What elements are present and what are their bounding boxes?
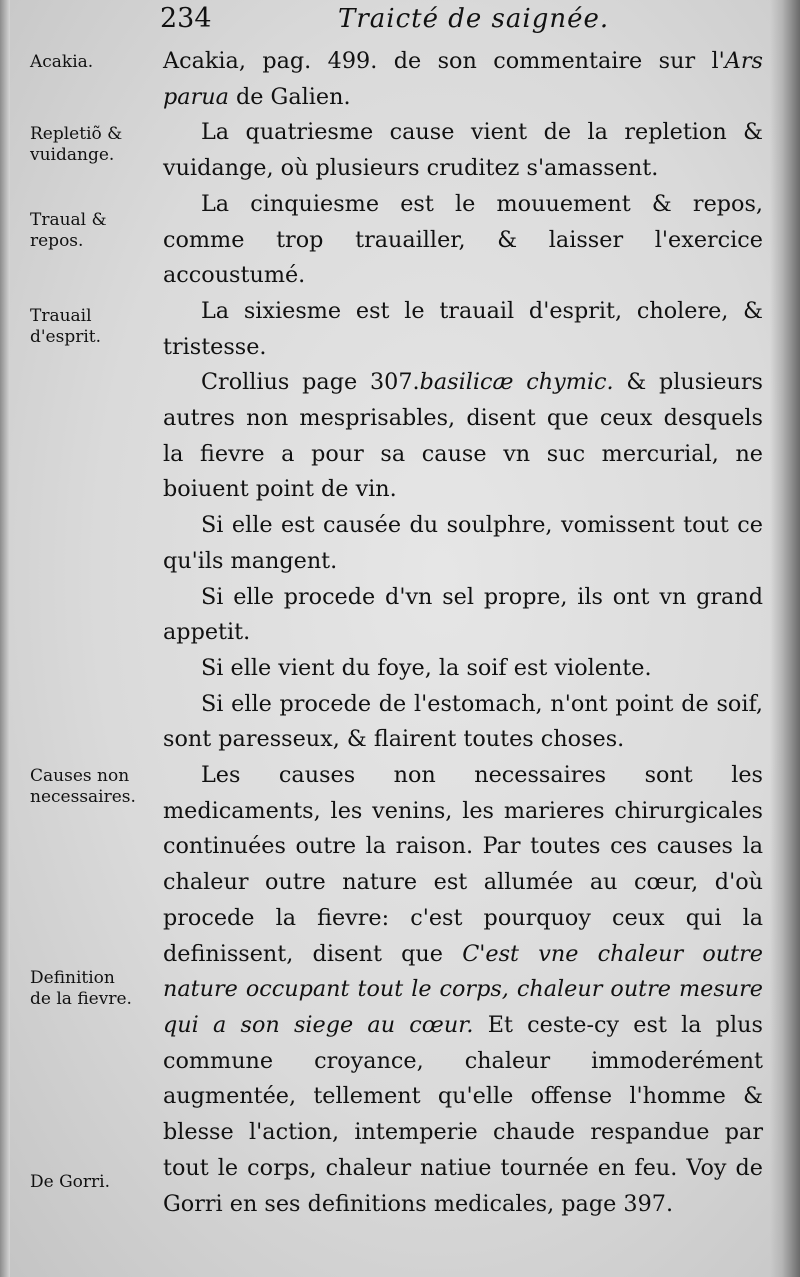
page-left-edge bbox=[0, 0, 10, 1277]
paragraph-sixiesme: La sixiesme est le trauail d'esprit, cholere, & tristesse. bbox=[163, 297, 763, 360]
body-text bbox=[163, 44, 763, 1222]
margin-note-line: Definition bbox=[30, 968, 115, 988]
paragraph-quatriesme: La quatriesme cause vient de la repletion & vuidange, où plusieurs cruditez s'amassent. bbox=[163, 119, 763, 182]
margin-note-line: Trauail bbox=[30, 306, 92, 326]
margin-note-repletion bbox=[30, 124, 180, 166]
paragraph-estomach: Si elle procede de l'estomach, n'ont point de soif, sont paresseux, & flairent toutes choses. bbox=[163, 690, 763, 753]
margin-note-line: De Gorri. bbox=[30, 1172, 111, 1192]
paragraph-sel: Si elle procede d'vn sel propre, ils ont vn grand appetit. bbox=[163, 583, 763, 646]
margin-note-line: repos. bbox=[30, 231, 84, 251]
paragraph-crollius bbox=[163, 365, 763, 508]
margin-note-line: Repletiõ & bbox=[30, 124, 123, 144]
paragraph-text: Et ceste-cy est la plus commune croyance, chaleur immoderément augmentée, tellement qu'elle offense l'homme & blesse l'action, intemperie chaude respandue par tout le corps, chaleur natiue tournée en feu. Voy de Gorri en ses definitions medicales, page 397. bbox=[163, 1011, 763, 1217]
margin-note-travail-esprit bbox=[30, 306, 180, 348]
paragraph-text: de Galien. bbox=[228, 83, 351, 110]
margin-note-causes bbox=[30, 766, 180, 808]
paragraph-text: Acakia, pag. 499. de son commentaire sur l' bbox=[163, 48, 725, 74]
paragraph-acakia bbox=[163, 44, 763, 115]
paragraph-soulphre: Si elle est causée du soulphre, vomissent tout ce qu'ils mangent. bbox=[163, 512, 763, 574]
margin-note-line: de la fievre. bbox=[30, 989, 132, 1009]
paragraph-causes bbox=[163, 758, 763, 1222]
paragraph-italic: basilicæ chymic. bbox=[419, 369, 614, 396]
paragraph-cinquiesme: La cinquiesme est le mouuement & repos, comme trop trauailler, & laisser l'exercice accoustumé. bbox=[163, 190, 763, 289]
margin-note-travail-repos bbox=[30, 210, 180, 252]
margin-note-line: Traual & bbox=[30, 210, 107, 230]
margin-note-definition bbox=[30, 968, 180, 1010]
page-right-edge bbox=[770, 0, 800, 1277]
paragraph-text: & plusieurs autres non mesprisables, disent que ceux desquels la fievre a pour sa cause vn suc mercurial, ne boiuent point de vin. bbox=[163, 369, 763, 503]
page-number: 234 bbox=[160, 3, 212, 34]
margin-note-line: d'esprit. bbox=[30, 327, 102, 347]
margin-note-line: Acakia. bbox=[30, 52, 94, 72]
margin-note-gorri bbox=[30, 1172, 180, 1193]
margin-note-line: vuidange. bbox=[30, 145, 115, 165]
paragraph-text: Crollius page 307. bbox=[201, 369, 420, 396]
margin-note-line: Causes non bbox=[30, 766, 130, 786]
paragraph-italic: C'est vne chaleur outre nature occupant tout le corps, chaleur outre mesure qui a son siege au cœur. bbox=[163, 940, 763, 1038]
margin-note-line: necessaires. bbox=[30, 787, 136, 807]
page-header bbox=[160, 2, 780, 42]
paragraph-italic: Ars parua bbox=[163, 48, 763, 110]
margin-note-acakia bbox=[30, 52, 180, 73]
paragraph-foye: Si elle vient du foye, la soif est violente. bbox=[201, 654, 652, 681]
paragraph-text: Les causes non necessaires sont les medicaments, les venins, les marieres chirurgicales continuées outre la raison. Par toutes ces causes la chaleur outre nature est allumée au cœur, d'où procede la fievre: c'est pourquoy ceux qui la definissent, disent que bbox=[163, 762, 763, 967]
running-head: Traicté de saignée. bbox=[338, 4, 610, 34]
